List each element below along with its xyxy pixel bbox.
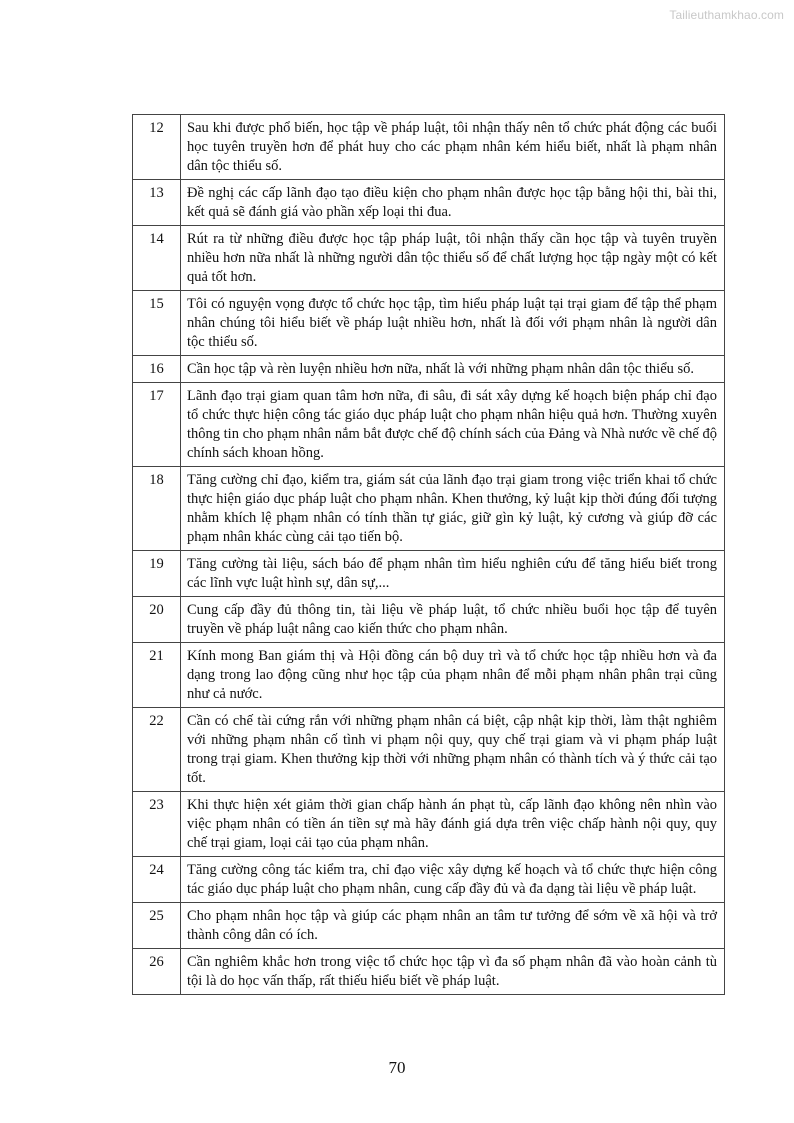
row-text: Sau khi được phổ biến, học tập về pháp luật, tôi nhận thấy nên tổ chức phát động các buổi học tuyên truyền hơn để phát huy cho các phạm nhân kém hiểu biết, nhất là phạm nhân dân tộc thiểu số. [181,115,725,180]
row-number: 21 [133,643,181,708]
table-row [133,115,725,180]
row-number: 17 [133,383,181,467]
row-number: 18 [133,467,181,551]
table-row [133,291,725,356]
row-text: Đề nghị các cấp lãnh đạo tạo điều kiện cho phạm nhân được học tập bằng hội thi, bài thi, kết quả sẽ đánh giá vào phần xếp loại thi đua. [181,180,725,226]
row-text: Tôi có nguyện vọng được tổ chức học tập, tìm hiểu pháp luật tại trại giam để tập thể phạm nhân chúng tôi hiểu biết về pháp luật nhiều hơn, nhất là đối với phạm nhân là người dân tộc thiểu số. [181,291,725,356]
row-text: Rút ra từ những điều được học tập pháp luật, tôi nhận thấy cần học tập và tuyên truyền nhiều hơn nữa nhất là những người dân tộc thiểu số để chất lượng học tập ngày một có kết quả tốt hơn. [181,226,725,291]
row-number: 16 [133,356,181,383]
row-text: Tăng cường công tác kiểm tra, chỉ đạo việc xây dựng kế hoạch và tổ chức thực hiện công tác giáo dục pháp luật cho phạm nhân, cung cấp đầy đủ và đa dạng tài liệu về pháp luật. [181,857,725,903]
table-row [133,597,725,643]
table-row [133,180,725,226]
table-row [133,903,725,949]
row-text: Cho phạm nhân học tập và giúp các phạm nhân an tâm tư tưởng để sớm về xã hội và trở thành công dân có ích. [181,903,725,949]
row-text: Cần nghiêm khắc hơn trong việc tổ chức học tập vì đa số phạm nhân đã vào hoàn cảnh tù tội là do học vấn thấp, rất thiếu hiểu biết về pháp luật. [181,949,725,995]
table-row [133,551,725,597]
row-number: 19 [133,551,181,597]
row-number: 23 [133,792,181,857]
row-number: 15 [133,291,181,356]
row-number: 24 [133,857,181,903]
watermark: Tailieuthamkhao.com [669,8,784,22]
row-text: Cần học tập và rèn luyện nhiều hơn nữa, nhất là với những phạm nhân dân tộc thiểu số. [181,356,725,383]
page-number: 70 [388,1058,406,1077]
row-number: 14 [133,226,181,291]
row-number: 20 [133,597,181,643]
row-number: 26 [133,949,181,995]
row-text: Lãnh đạo trại giam quan tâm hơn nữa, đi sâu, đi sát xây dựng kế hoạch biện pháp chỉ đạo tổ chức thực hiện công tác giáo dục pháp luật cho phạm nhân hiệu quả hơn. Thường xuyên thông tin cho phạm nhân nắm bắt được chế độ chính sách của Đảng và Nhà nước về chế độ chính sách khoan hồng. [181,383,725,467]
row-number: 25 [133,903,181,949]
table-row [133,643,725,708]
table-row [133,467,725,551]
row-text: Khi thực hiện xét giảm thời gian chấp hành án phạt tù, cấp lãnh đạo không nên nhìn vào việc phạm nhân có tiền án tiền sự mà hãy đánh giá dựa trên việc chấp hành nội quy, quy chế trại giam, loại cải tạo của phạm nhân. [181,792,725,857]
table-row [133,226,725,291]
table-row [133,383,725,467]
table-row [133,708,725,792]
row-number: 12 [133,115,181,180]
row-number: 22 [133,708,181,792]
row-text: Cung cấp đầy đủ thông tin, tài liệu về pháp luật, tổ chức nhiều buổi học tập để tuyên truyền về pháp luật nâng cao kiến thức cho phạm nhân. [181,597,725,643]
row-text: Tăng cường chỉ đạo, kiểm tra, giám sát của lãnh đạo trại giam trong việc triển khai tổ chức thực hiện giáo dục pháp luật cho phạm nhân. Khen thưởng, kỷ luật kịp thời đúng đối tượng nhằm khích lệ phạm nhân có tính thần tự giác, giữ gìn kỷ luật, kỷ cương và giúp đỡ các phạm nhân khác cùng cải tạo tiến bộ. [181,467,725,551]
table-row [133,857,725,903]
table-row [133,356,725,383]
row-text: Kính mong Ban giám thị và Hội đồng cán bộ duy trì và tổ chức học tập nhiều hơn và đa dạng trong lao động cũng như học tập của phạm nhân để mỗi phạm nhân phân trại cũng như cả nước. [181,643,725,708]
row-number: 13 [133,180,181,226]
survey-table [132,114,725,995]
row-text: Cần có chế tài cứng rắn với những phạm nhân cá biệt, cập nhật kịp thời, làm thật nghiêm với những phạm nhân cố tình vi phạm nội quy, quy chế trại giam và vi phạm pháp luật trong trại giam. Khen thưởng kịp thời với những phạm nhân có thành tích và ý thức cải tạo tốt. [181,708,725,792]
table-row [133,792,725,857]
row-text: Tăng cường tài liệu, sách báo để phạm nhân tìm hiểu nghiên cứu để tăng hiểu biết trong các lĩnh vực luật hình sự, dân sự,... [181,551,725,597]
table-row [133,949,725,995]
